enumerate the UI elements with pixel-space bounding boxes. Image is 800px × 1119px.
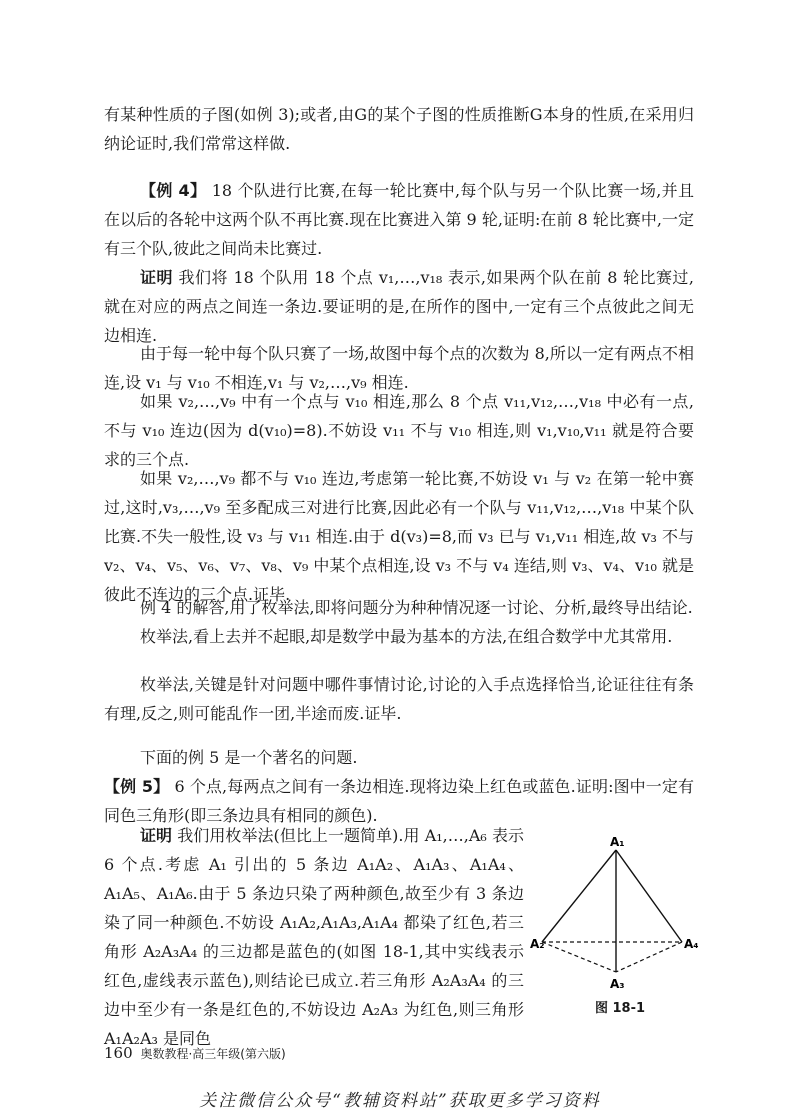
label-a1: A₁: [610, 835, 625, 849]
edge-a4-a3: [616, 942, 682, 972]
proof-4-paragraph-2: 由于每一轮中每个队只赛了一场,故图中每个点的次数为 8,所以一定有两点不相连,设 v₁ 与 v₁₀ 不相连,v₁ 与 v₂,…,v₉ 相连.: [104, 344, 694, 392]
watermark-text: 关注微信公众号“教辅资料站”获取更多学习资料: [199, 1091, 601, 1111]
figure-caption: 图 18-1: [594, 1001, 646, 1016]
paragraph-intro: 有某种性质的子图(如例 3);或者,由G的某个子图的性质推断G本身的性质,在采用归纳论证时,我们常常这样做.: [104, 105, 694, 153]
proof-4-text-1: 我们将 18 个队用 18 个点 v₁,…,v₁₈ 表示,如果两个队在前 8 轮比赛过,就在对应的两点之间连一条边.要证明的是,在所作的图中,一定有三个点彼此之间无边相连.: [104, 268, 694, 345]
book-title: 奥数教程·高三年级(第六版): [140, 1047, 286, 1061]
proof-4-paragraph-4: 如果 v₂,…,v₉ 都不与 v₁₀ 连边,考虑第一轮比赛,不妨设 v₁ 与 v₂ 在第一轮中赛过,这时,v₃,…,v₉ 至多配成三对进行比赛,因此必有一个队与 v₁₁,v₁₂,…,v₁₈ 中某个队比赛.不失一般性,设 v₃ 与 v₁₁ 相连.由于 d(v₃)=8,而 v₃ 已与 v₁,v₁₁ 相连,故 v₃ 不与 v₂、v₄、v₅、v₆、v₇、v₈、v₉ 中某个点相连,设 v₃ 不与 v₄ 连结,则 v₃、v₄、v₁₀ 就是彼此不连边的三个点.证毕.: [104, 469, 694, 604]
example-4-label: 【例 4】: [140, 181, 207, 200]
label-a2: A₂: [530, 937, 545, 951]
edge-a1-a4: [616, 850, 682, 942]
example-5-label: 【例 5】: [104, 777, 170, 796]
edge-a2-a3: [542, 942, 616, 972]
proof-label: 证明: [140, 268, 173, 287]
next-example-intro: 下面的例 5 是一个著名的问题.: [140, 748, 358, 767]
label-a3: A₃: [610, 977, 625, 991]
label-a4: A₄: [684, 937, 699, 951]
edge-a1-a2: [542, 850, 616, 942]
proof-5-text: 我们用枚举法(但比上一题简单).用 A₁,…,A₆ 表示 6 个点.考虑 A₁ 引出的 5 条边 A₁A₂、A₁A₃、A₁A₄、A₁A₅、A₁A₆.由于 5 条边只染了两种颜色,故至少有 3 条边染了同一种颜色.不妨设 A₁A₂,A₁A₃,A₁A₄ 都染了红色,若三角形 A₂A₃A₄ 的三边都是蓝色的(如图 18-1,其中实线表示红色,虚线表示蓝色),则结论已成立.若三角形 A₂A₃A₄ 的三边中至少有一条是红色的,不妨设边 A₂A₃ 为红色,则三角形 A₁A₂A₃ 是同色: [104, 826, 524, 1048]
page-footer: [104, 1044, 286, 1062]
example-4: [104, 176, 694, 263]
example-4-statement: 18 个队进行比赛,在每一轮比赛中,每个队与另一个队比赛一场,并且在以后的各轮中这两个队不再比赛.现在比赛进入第 9 轮,证明:在前 8 轮比赛中,一定有三个队,彼此之间尚未比赛过.: [104, 181, 694, 258]
page-number: 160: [104, 1044, 133, 1062]
proof-4-paragraph-1: [104, 263, 694, 350]
proof-5-label: 证明: [140, 826, 173, 845]
method-paragraph-1: 例 4 的解答,用了枚举法,即将问题分为种种情况逐一讨论、分析,最终导出结论.: [140, 598, 693, 617]
method-paragraph-2: 枚举法,看上去并不起眼,却是数学中最为基本的方法,在组合数学中尤其常用.: [140, 627, 673, 646]
example-5-statement: 6 个点,每两点之间有一条边相连.现将边染上红色或蓝色.证明:图中一定有同色三角形(即三条边具有相同的颜色).: [104, 777, 694, 825]
method-paragraph-3: 枚举法,关键是针对问题中哪件事情讨论,讨论的入手点选择恰当,论证往往有条有理,反之,则可能乱作一团,半途而废.证毕.: [104, 675, 694, 723]
proof-4-paragraph-3: 如果 v₂,…,v₉ 中有一个点与 v₁₀ 相连,那么 8 个点 v₁₁,v₁₂,…,v₁₈ 中必有一点,不与 v₁₀ 连边(因为 d(v₁₀)=8).不妨设 v₁₁ 不与 v₁₀ 相连,则 v₁,v₁₀,v₁₁ 就是符合要求的三个点.: [104, 392, 694, 469]
proof-5: [104, 821, 524, 1053]
